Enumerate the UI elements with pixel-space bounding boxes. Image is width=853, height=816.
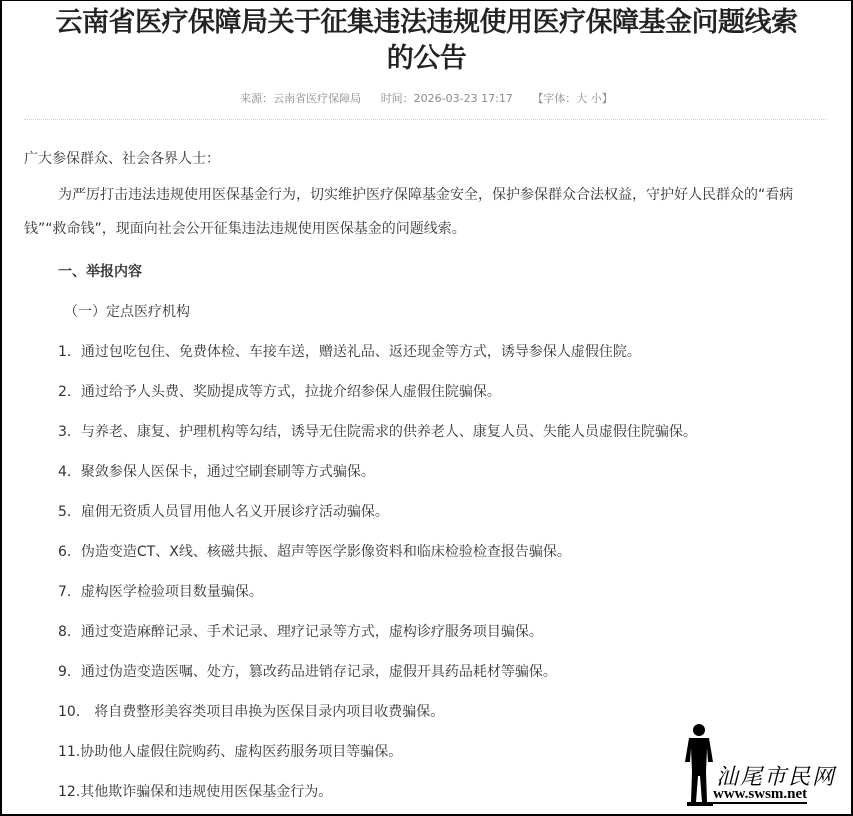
font-size-switch[interactable]: 【字体：大 小】 — [532, 92, 613, 105]
standing-man-icon — [683, 722, 717, 808]
watermark-url: www.swsm.net — [713, 786, 808, 802]
title-line-2: 的公告 — [386, 43, 467, 74]
subsection-heading: （一）定点医疗机构 — [64, 304, 190, 320]
list-item: 11.协助他人虚假住院购药、虚构医药服务项目等骗保。 — [58, 744, 403, 760]
watermark-name: 汕尾市民网 — [716, 765, 837, 790]
list-item: 12.其他欺诈骗保和违规使用医保基金行为。 — [58, 784, 333, 800]
watermark-logo — [683, 722, 843, 810]
list-item: 4．聚敛参保人医保卡，通过空刷套刷等方式骗保。 — [58, 464, 375, 480]
list-item: 10． 将自费整形美容类项目串换为医保目录内项目收费骗保。 — [58, 704, 445, 720]
title-line-1: 云南省医疗保障局关于征集违法违规使用医疗保障基金问题线索 — [55, 7, 798, 38]
intro-paragraph: 为严厉打击违法违规使用医保基金行为，切实维护医疗保障基金安全，保护参保群众合法权益，守护好人民群众的“看病钱”“救命钱”，现面向社会公开征集违法违规使用医保基金的问题线索。 — [24, 187, 794, 237]
list-item: 1．通过包吃包住、免费体检、车接车送，赠送礼品、返还现金等方式，诱导参保人虚假住院。 — [58, 344, 641, 360]
list-item: 6．伪造变造CT、X线、核磁共振、超声等医学影像资料和临床检验检查报告骗保。 — [58, 544, 571, 560]
article-meta — [2, 90, 851, 106]
list-item: 9．通过伪造变造医嘱、处方，篡改药品进销存记录，虚假开具药品耗材等骗保。 — [58, 664, 557, 680]
meta-source: 来源：云南省医疗保障局 — [240, 92, 362, 105]
list-item: 2．通过给予人头费、奖励提成等方式，拉拢介绍参保人虚假住院骗保。 — [58, 384, 501, 400]
list-item: 5．雇佣无资质人员冒用他人名义开展诊疗活动骗保。 — [58, 504, 389, 520]
article-title — [2, 5, 851, 77]
article-body — [24, 144, 829, 812]
list-item: 8．通过变造麻醉记录、手术记录、理疗记录等方式，虚构诊疗服务项目骗保。 — [58, 624, 543, 640]
list-item: 3．与养老、康复、护理机构等勾结，诱导无住院需求的供养老人、康复人员、失能人员虚假住院骗保。 — [58, 424, 697, 440]
meta-time: 时间：2026-03-23 17:17 — [380, 92, 513, 105]
section-heading: 一、举报内容 — [58, 264, 142, 280]
dotted-divider — [24, 119, 826, 120]
article-page — [2, 1, 851, 814]
list-item: 7．虚构医学检验项目数量骗保。 — [58, 584, 263, 600]
greeting: 广大参保群众、社会各界人士： — [24, 151, 220, 167]
